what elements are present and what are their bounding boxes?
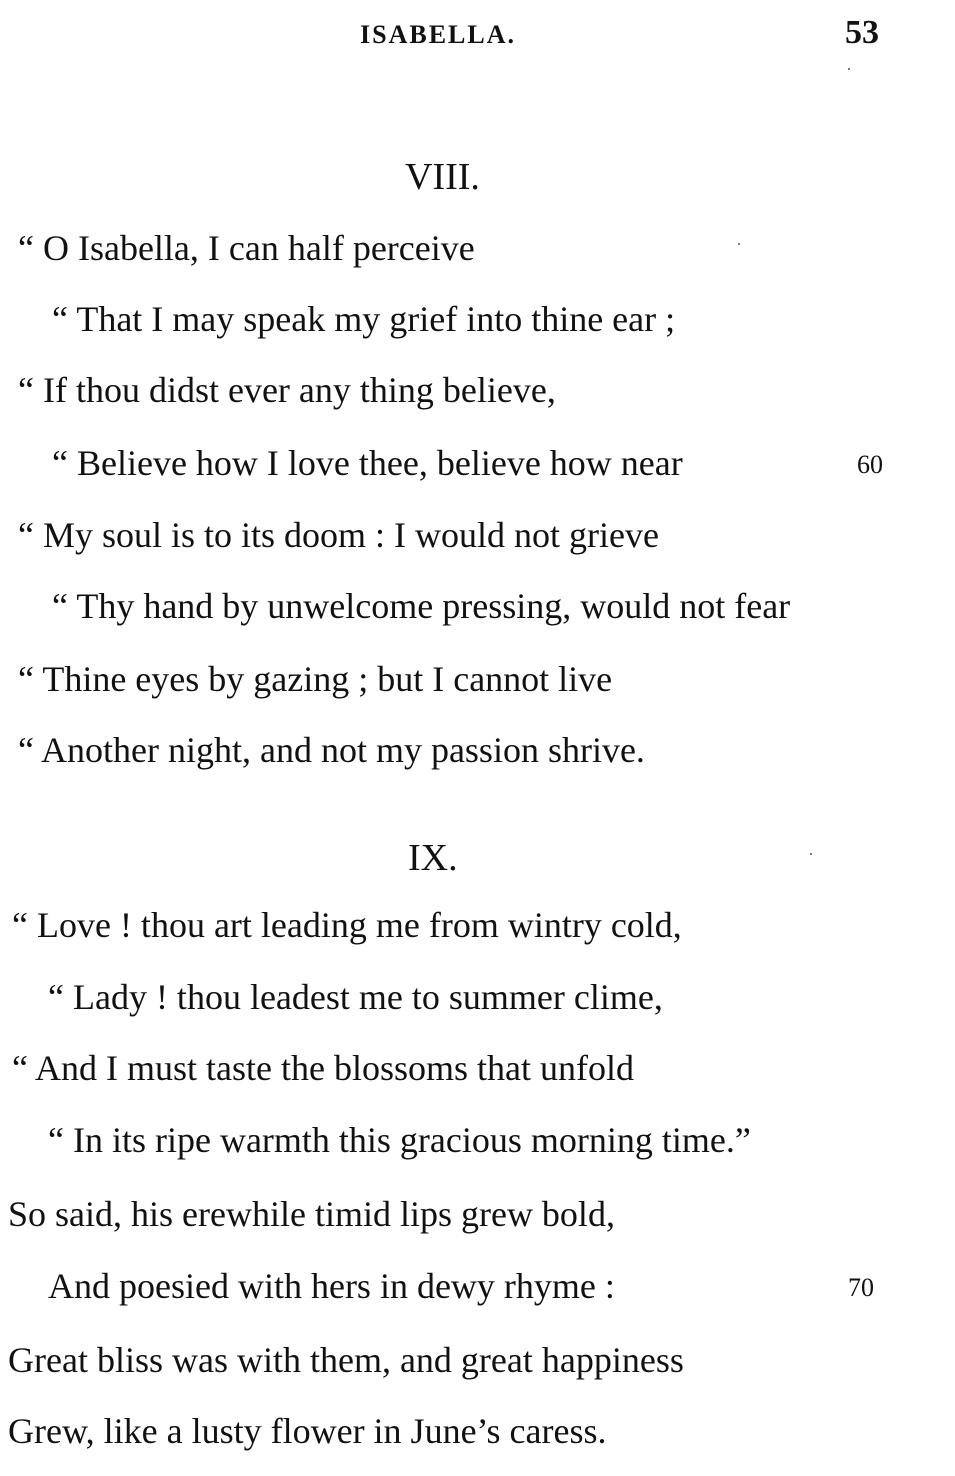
- verse-line: So said, his erewhile timid lips grew bold,: [8, 1194, 615, 1234]
- verse-line: “ If thou didst ever any thing believe,: [18, 370, 556, 410]
- print-speck: [738, 243, 740, 245]
- verse-line: “ In its ripe warmth this gracious morning time.”: [48, 1120, 751, 1160]
- stanza-number: VIII.: [405, 156, 480, 198]
- verse-line: “ O Isabella, I can half perceive: [18, 228, 475, 268]
- verse-line: Great bliss was with them, and great happiness: [8, 1340, 684, 1380]
- verse-line: “ Another night, and not my passion shrive.: [18, 730, 645, 770]
- stanza-number: IX.: [408, 837, 458, 879]
- verse-line: “ Believe how I love thee, believe how near: [52, 443, 683, 483]
- verse-line: “ Thy hand by unwelcome pressing, would not fear: [52, 586, 791, 626]
- verse-line: “ Lady ! thou leadest me to summer clime,: [48, 977, 663, 1017]
- verse-line: “ Love ! thou art leading me from wintry cold,: [12, 905, 682, 945]
- verse-line: And poesied with hers in dewy rhyme :: [48, 1266, 615, 1306]
- line-number: 60: [857, 450, 883, 479]
- verse-line: Grew, like a lusty flower in June’s caress.: [8, 1411, 607, 1451]
- line-number: 70: [848, 1273, 874, 1302]
- verse-line: “ That I may speak my grief into thine ear ;: [52, 299, 676, 339]
- page-number: 53: [845, 14, 879, 51]
- verse-line: “ And I must taste the blossoms that unfold: [12, 1048, 634, 1088]
- verse-line: “ Thine eyes by gazing ; but I cannot live: [18, 659, 613, 699]
- running-title: ISABELLA.: [360, 20, 516, 49]
- verse-line: “ My soul is to its doom : I would not grieve: [18, 515, 659, 555]
- print-speck: [810, 853, 812, 855]
- print-speck: [848, 68, 850, 70]
